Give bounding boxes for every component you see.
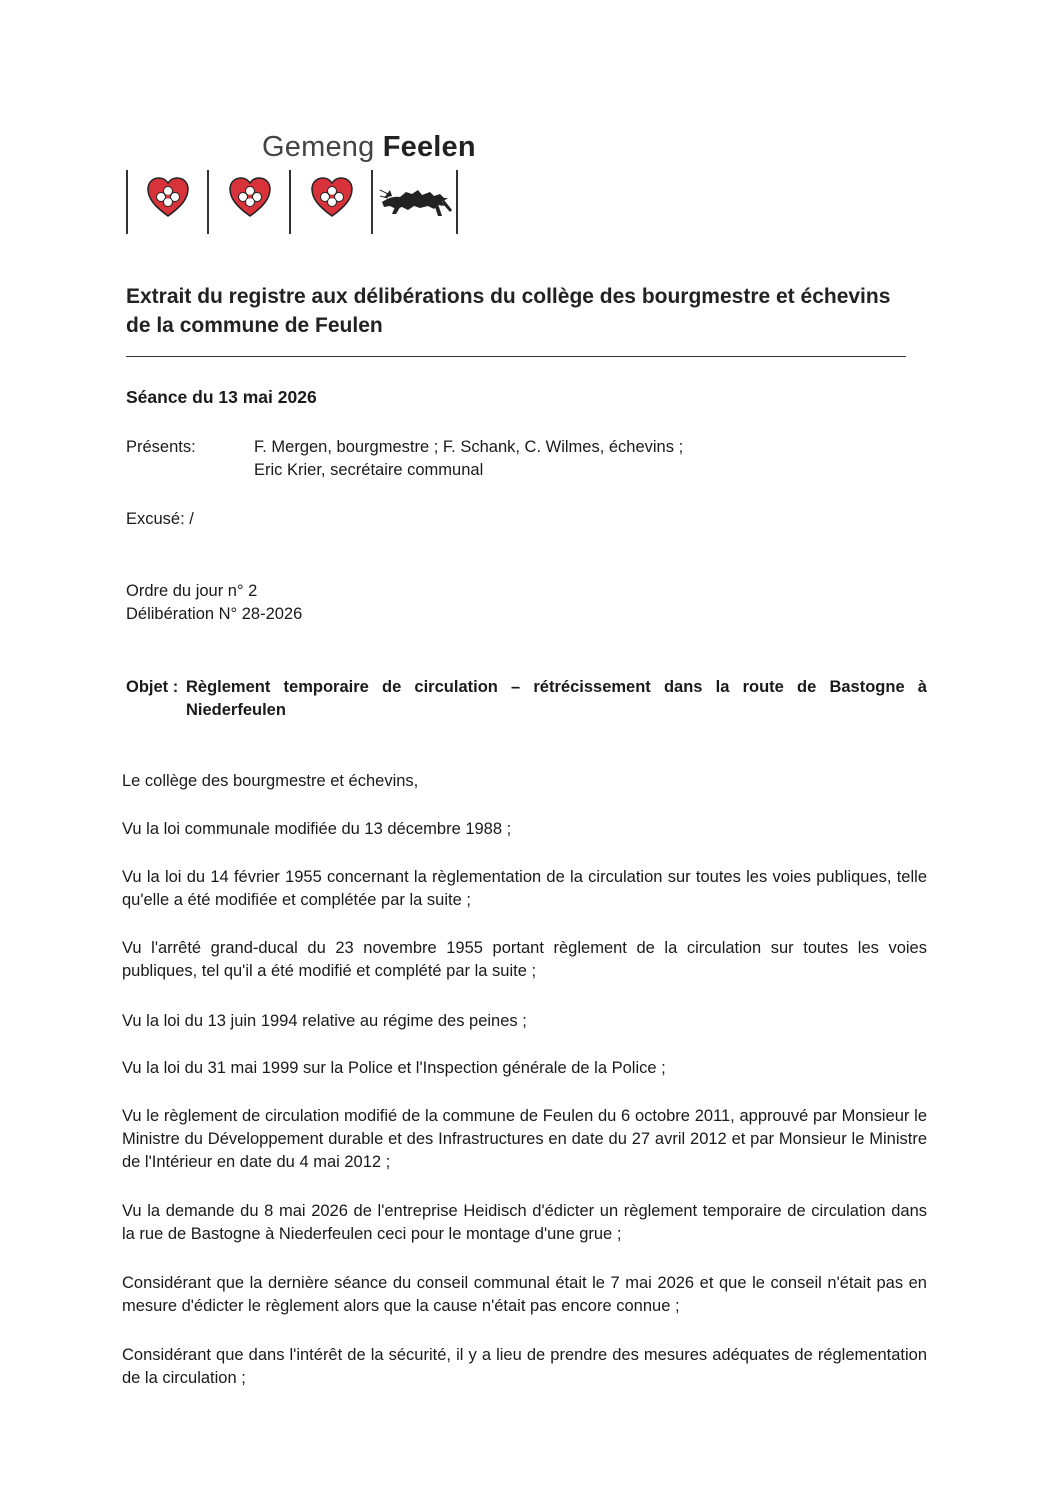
body-paragraph: Vu la loi du 14 février 1955 concernant la règlementation de la circulation sur toutes les voies publiques, telle qu'elle a été modifiée et complétée par la suite ; xyxy=(122,868,927,909)
logo-prefix: Gemeng xyxy=(262,131,375,163)
body-intro: Le collège des bourgmestre et échevins, xyxy=(122,772,419,790)
document-title-line: de la commune de Feulen xyxy=(126,314,383,337)
heart-emblem-icon xyxy=(146,176,190,220)
body-paragraph: Vu l'arrêté grand-ducal du 23 novembre 1955 portant règlement de la circulation sur toutes les voies publiques, tel qu'il a été modifié et complété par la suite ; xyxy=(122,939,927,980)
logo-divider xyxy=(456,170,458,234)
logo-divider xyxy=(207,170,209,234)
objet-label: Objet : xyxy=(126,678,179,696)
body-paragraph: Considérant que dans l'intérêt de la sécurité, il y a lieu de prendre des mesures adéquates de réglementation de la circulation ; xyxy=(122,1346,927,1387)
seance-date: Séance du 13 mai 2026 xyxy=(126,387,317,407)
presents-list xyxy=(254,436,874,482)
body-paragraph: Vu la loi du 13 juin 1994 relative au régime des peines ; xyxy=(122,1012,527,1030)
logo-divider xyxy=(126,170,128,234)
lion-emblem-icon xyxy=(378,176,454,220)
body-paragraph: Vu la loi du 31 mai 1999 sur la Police et l'Inspection générale de la Police ; xyxy=(122,1059,666,1077)
logo-divider xyxy=(371,170,373,234)
presents-label: Présents: xyxy=(126,438,196,456)
body-paragraph: Vu le règlement de circulation modifié de la commune de Feulen du 6 octobre 2011, approuvé par Monsieur le Ministre du Développement durable et des Infrastructures en date du 27 avril 2012 et par Monsieur le Ministre de l'Intérieur en date du 4 mai 2012 ; xyxy=(122,1107,927,1171)
heart-emblem-icon xyxy=(310,176,354,220)
excuse-line: Excusé: / xyxy=(126,510,194,528)
document-title-line: Extrait du registre aux délibérations du collège des bourgmestre et échevins xyxy=(126,285,891,308)
deliberation-number: Délibération N° 28-2026 xyxy=(126,605,303,623)
document-title xyxy=(126,282,926,340)
body-paragraph: Vu la loi communale modifiée du 13 décembre 1988 ; xyxy=(122,820,512,838)
municipality-logo-text xyxy=(262,131,476,164)
presents-line: F. Mergen, bourgmestre ; F. Schank, C. Wilmes, échevins ; xyxy=(254,438,684,456)
body-paragraph: Considérant que la dernière séance du conseil communal était le 7 mai 2026 et que le conseil n'était pas en mesure d'édicter le règlement alors que la cause n'était pas encore connue ; xyxy=(122,1274,927,1315)
ordre-du-jour: Ordre du jour n° 2 xyxy=(126,582,258,600)
logo-divider xyxy=(289,170,291,234)
logo-name: Feelen xyxy=(382,131,476,163)
presents-line: Eric Krier, secrétaire communal xyxy=(254,461,484,479)
objet-text: Règlement temporaire de circulation – rétrécissement dans la route de Bastogne à Niederfeulen xyxy=(186,678,927,719)
heart-emblem-icon xyxy=(228,176,272,220)
title-divider xyxy=(126,356,906,357)
municipality-logo-emblems xyxy=(126,170,466,234)
body-paragraph: Vu la demande du 8 mai 2026 de l'entreprise Heidisch d'édicter un règlement temporaire de circulation dans la rue de Bastogne à Niederfeulen ceci pour le montage d'une grue ; xyxy=(122,1202,927,1243)
